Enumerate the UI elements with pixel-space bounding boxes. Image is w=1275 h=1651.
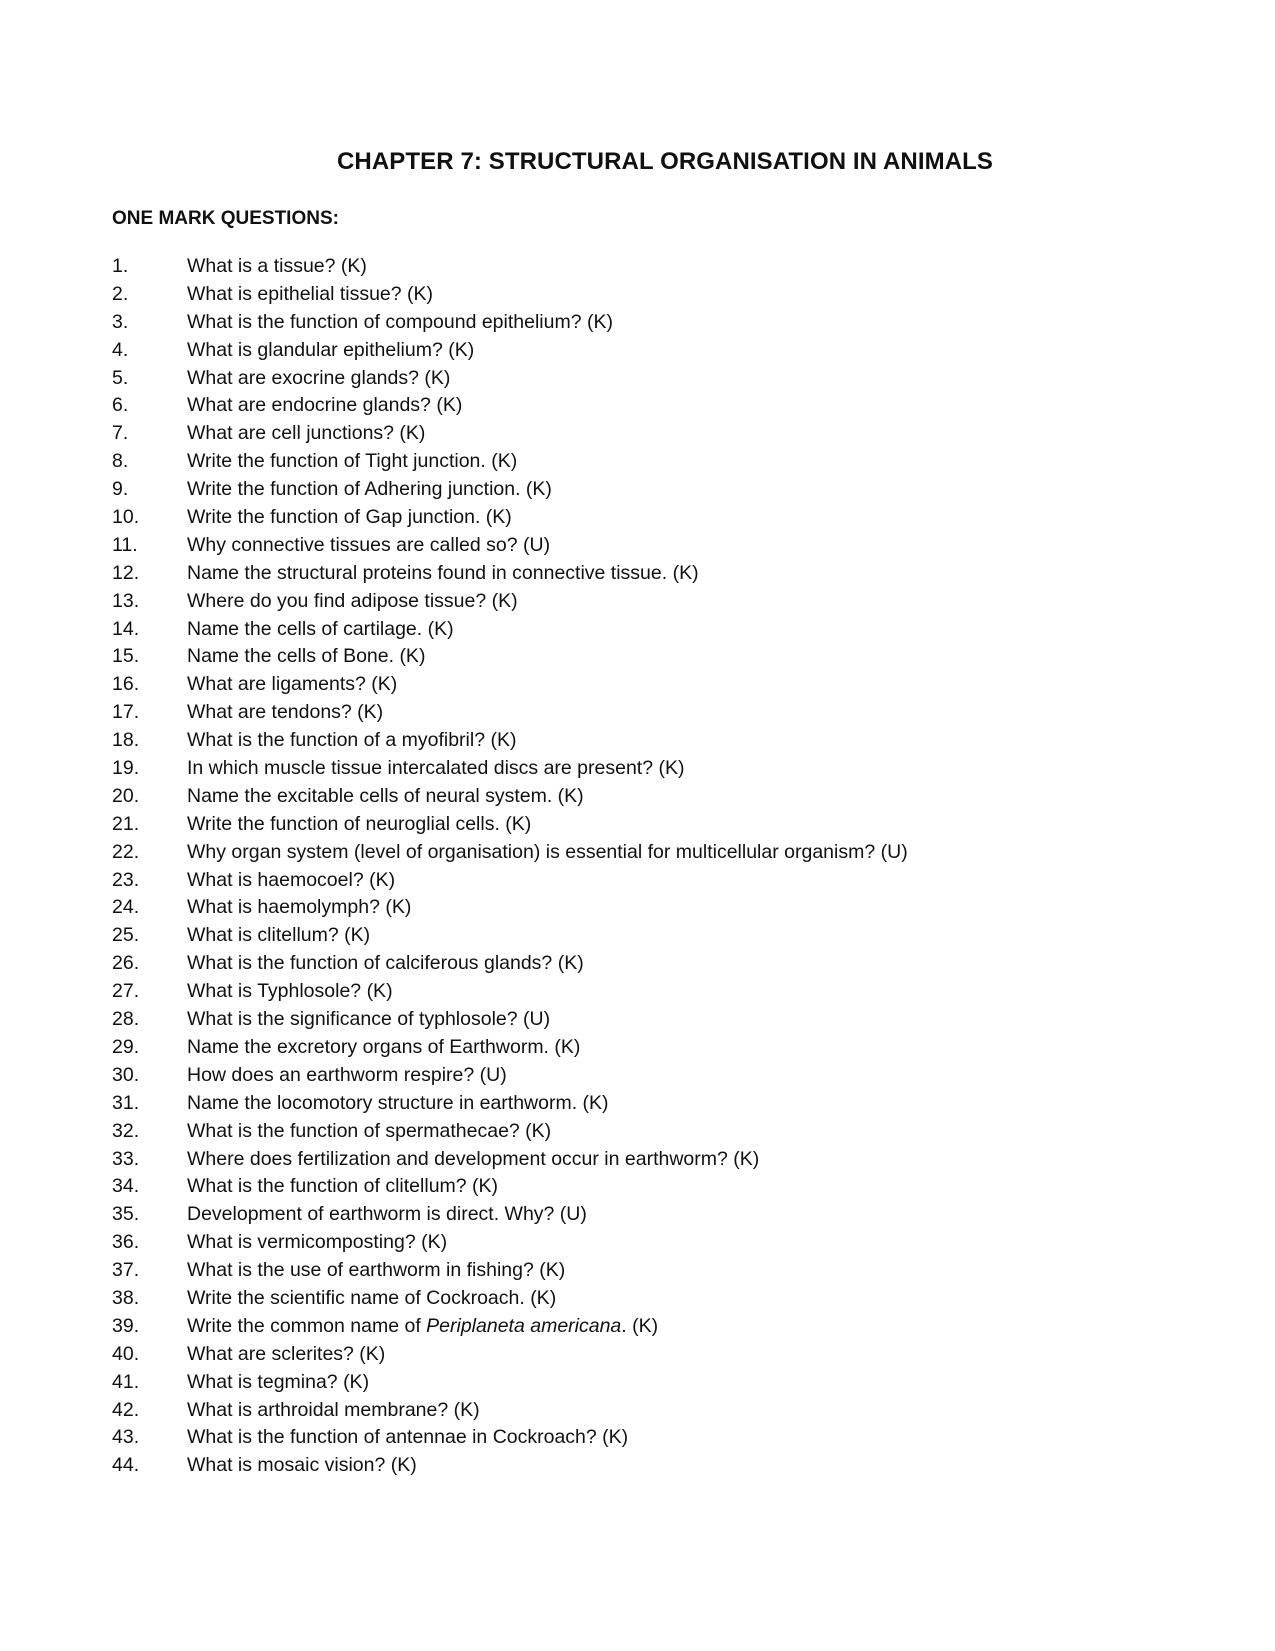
question-text: What is the function of compound epithelium? (K) [187,310,613,333]
question-number: 29. [112,1035,140,1058]
list-item [112,337,1212,365]
question-number: 40. [112,1342,140,1365]
list-item [112,978,1212,1006]
list-item [112,1118,1212,1146]
question-text: What is arthroidal membrane? (K) [187,1398,480,1421]
question-number: 37. [112,1259,140,1282]
question-number: 15. [112,645,140,668]
question-text: What are endocrine glands? (K) [187,394,463,417]
question-number: 33. [112,1147,140,1170]
list-item [112,1062,1212,1090]
list-item [112,448,1212,476]
question-number: 34. [112,1175,140,1198]
question-text: Name the excretory organs of Earthworm. (K) [187,1035,581,1058]
question-text: What is the function of spermathecae? (K) [187,1119,552,1142]
list-item [112,392,1212,420]
question-number: 17. [112,701,140,724]
question-number: 42. [112,1398,140,1421]
question-number: 23. [112,868,140,891]
species-name: Periplaneta americana [426,1314,622,1337]
question-number: 28. [112,1008,140,1031]
question-number: 41. [112,1370,140,1393]
question-number: 6. [112,394,129,417]
question-text: What is the function of antennae in Cockroach? (K) [187,1426,629,1449]
question-text: Why connective tissues are called so? (U) [187,533,551,556]
list-item [112,1424,1212,1452]
question-text: What are sclerites? (K) [187,1342,386,1365]
list-item [112,1090,1212,1118]
list-item [112,1173,1212,1201]
question-number: 13. [112,589,140,612]
list-item [112,1452,1212,1480]
question-number: 36. [112,1231,140,1254]
list-item [112,950,1212,978]
question-number: 30. [112,1063,140,1086]
question-text: What is the significance of typhlosole? (U) [187,1008,551,1031]
question-number: 25. [112,924,140,947]
question-text: What is the function of clitellum? (K) [187,1175,499,1198]
page-title: CHAPTER 7: STRUCTURAL ORGANISATION IN ANIMALS [336,148,994,175]
question-text: Where do you find adipose tissue? (K) [187,589,518,612]
question-text: Name the cells of cartilage. (K) [187,617,454,640]
question-text: How does an earthworm respire? (U) [187,1063,507,1086]
section-heading: ONE MARK QUESTIONS: [112,208,339,229]
question-text: What are ligaments? (K) [187,673,398,696]
list-item [112,588,1212,616]
question-number: 3. [112,310,129,333]
question-text: What is clitellum? (K) [187,924,371,947]
list-item [112,1257,1212,1285]
question-number: 8. [112,450,129,473]
question-number: 24. [112,896,140,919]
list-item [112,616,1212,644]
question-text: Write the function of Gap junction. (K) [187,506,512,529]
question-text-part: Write the common name of [187,1314,427,1337]
question-number: 32. [112,1119,140,1142]
question-number: 22. [112,840,140,863]
question-text: What is glandular epithelium? (K) [187,338,475,361]
question-text: What is vermicomposting? (K) [187,1231,448,1254]
question-number: 20. [112,784,140,807]
question-text: Name the cells of Bone. (K) [187,645,426,668]
question-text: What is mosaic vision? (K) [187,1454,417,1477]
question-text: Development of earthworm is direct. Why? (U) [187,1203,587,1226]
question-text: Why organ system (level of organisation) is essential for multicellular organism? (U) [187,840,908,863]
question-number: 21. [112,812,140,835]
question-number: 16. [112,673,140,696]
question-text: What is haemolymph? (K) [187,896,412,919]
list-item [112,253,1212,281]
question-number: 12. [112,561,140,584]
question-number: 14. [112,617,140,640]
list-item [112,420,1212,448]
question-text: Where does fertilization and development occur in earthworm? (K) [187,1147,760,1170]
list-item [112,1229,1212,1257]
question-text: What is tegmina? (K) [187,1370,370,1393]
question-text: Write the function of neuroglial cells. (K) [187,812,532,835]
question-text: What are cell junctions? (K) [187,422,426,445]
list-item [112,504,1212,532]
question-number: 10. [112,506,140,529]
list-item [112,476,1212,504]
question-text: What is epithelial tissue? (K) [187,282,434,305]
question-text: What are exocrine glands? (K) [187,366,451,389]
list-item [112,839,1212,867]
question-text: What are tendons? (K) [187,701,384,724]
question-number: 26. [112,952,140,975]
question-text: What is Typhlosole? (K) [187,980,393,1003]
question-number: 2. [112,282,129,305]
question-text: What is the use of earthworm in fishing? (K) [187,1259,566,1282]
question-number: 35. [112,1203,140,1226]
question-number: 1. [112,255,129,277]
list-item [112,894,1212,922]
question-number: 43. [112,1426,140,1449]
question-text: What is the function of calciferous glands? (K) [187,952,584,975]
list-item [112,309,1212,337]
question-number: 38. [112,1286,140,1309]
question-number: 5. [112,366,129,389]
question-number: 11. [112,533,138,556]
list-item [112,811,1212,839]
list-item [112,783,1212,811]
question-number: 9. [112,478,129,501]
list-item [112,1285,1212,1313]
question-text: In which muscle tissue intercalated discs are present? (K) [187,757,685,780]
question-text: Write the scientific name of Cockroach. (K) [187,1286,557,1309]
list-item [112,727,1212,755]
list-item [112,532,1212,560]
list-item [112,281,1212,309]
question-number: 31. [112,1091,140,1114]
question-number: 39. [112,1314,140,1337]
question-text: What is a tissue? (K) [187,255,367,277]
list-item [112,867,1212,895]
list-item [112,755,1212,783]
list-item [112,560,1212,588]
list-item [112,643,1212,671]
question-text: Name the locomotory structure in earthworm. (K) [187,1091,609,1114]
list-item [112,1341,1212,1369]
question-text: Write the function of Tight junction. (K) [187,450,518,473]
list-item [112,1313,1212,1341]
question-number: 18. [112,729,140,752]
question-text: Name the structural proteins found in connective tissue. (K) [187,561,699,584]
question-text: What is haemocoel? (K) [187,868,396,891]
list-item [112,1369,1212,1397]
question-list [112,253,1212,1480]
list-item [112,671,1212,699]
question-text-part: . (K) [621,1314,659,1337]
question-number: 4. [112,338,129,361]
list-item [112,922,1212,950]
list-item [112,1034,1212,1062]
question-number: 7. [112,422,129,445]
list-item [112,699,1212,727]
list-item [112,365,1212,393]
question-text: What is the function of a myofibril? (K) [187,729,517,752]
list-item [112,1201,1212,1229]
list-item [112,1006,1212,1034]
list-item [112,1146,1212,1174]
question-text: Write the function of Adhering junction. (K) [187,478,552,501]
question-text: Name the excitable cells of neural system. (K) [187,784,584,807]
question-number: 44. [112,1454,140,1477]
question-number: 27. [112,980,140,1003]
list-item [112,1397,1212,1425]
question-number: 19. [112,757,140,780]
question-text [187,1313,658,1341]
